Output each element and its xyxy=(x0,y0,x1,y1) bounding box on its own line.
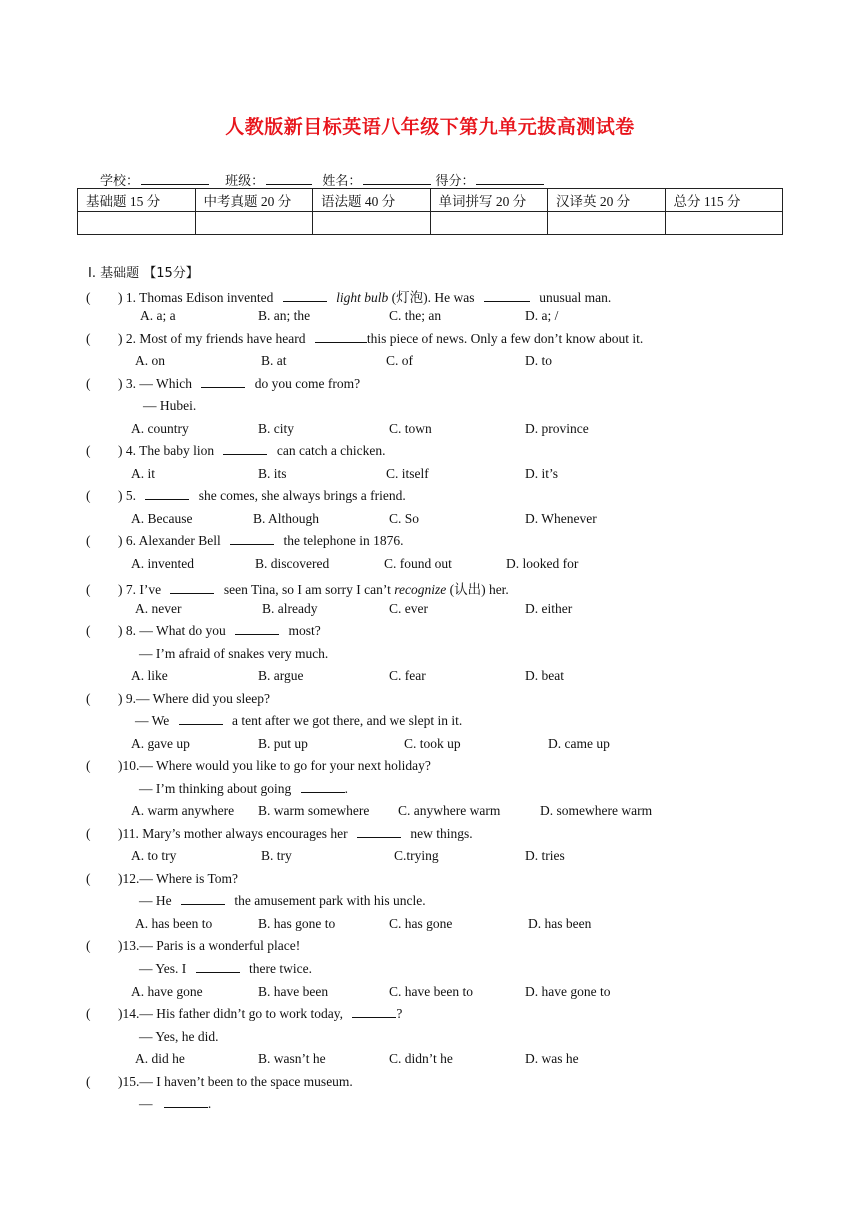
reply-text: . xyxy=(207,1096,212,1111)
dialogue-reply xyxy=(139,893,426,909)
option-a[interactable]: A. to try xyxy=(131,848,177,863)
option-a[interactable]: A. invented xyxy=(131,556,194,571)
option-a[interactable]: A. on xyxy=(135,353,165,368)
reply-text: — We xyxy=(135,713,170,728)
option-a[interactable]: A. it xyxy=(131,466,156,481)
question-12 xyxy=(86,871,238,887)
option-c[interactable]: C. didn’t he xyxy=(389,1051,453,1066)
dialogue-reply xyxy=(135,713,462,729)
option-a[interactable]: A. have gone xyxy=(131,984,203,999)
option-a[interactable]: A. country xyxy=(131,421,189,436)
question-stem: )15.— I haven’t been to the space museum. xyxy=(118,1074,353,1089)
option-b[interactable]: B. at xyxy=(261,353,287,368)
question-text: new things. xyxy=(410,826,473,841)
option-a[interactable]: A. never xyxy=(135,601,182,616)
answer-blank[interactable] xyxy=(301,781,345,793)
option-c[interactable]: C.trying xyxy=(394,848,439,863)
dialogue-reply xyxy=(139,961,312,977)
answer-blank[interactable] xyxy=(223,443,267,455)
question-stem: ) 2. Most of my friends have heard xyxy=(118,331,306,346)
option-c[interactable]: C. town xyxy=(389,421,432,436)
class-blank[interactable] xyxy=(266,172,312,185)
answer-paren[interactable]: ( xyxy=(86,376,91,391)
option-b[interactable]: B. has gone to xyxy=(258,916,336,931)
question-text: seen Tina, so I am sorry I can’t xyxy=(223,582,391,597)
score-cell: 语法题 40 分 xyxy=(313,189,431,212)
question-stem: ) 8. — What do you xyxy=(118,623,226,638)
question-text: ? xyxy=(396,1006,403,1021)
question-stem: ) 5. xyxy=(118,488,136,503)
answer-paren[interactable]: ( xyxy=(86,533,91,548)
answer-blank[interactable] xyxy=(181,893,225,905)
answer-blank[interactable] xyxy=(235,623,279,635)
answer-blank[interactable] xyxy=(170,582,214,594)
question-9 xyxy=(86,691,270,707)
reply-text: the amusement park with his uncle. xyxy=(234,893,426,908)
option-d[interactable]: D. to xyxy=(525,353,552,368)
dialogue-reply: — Hubei. xyxy=(143,398,197,413)
question-text: (认出) her. xyxy=(449,582,509,597)
question-13 xyxy=(86,938,300,954)
name-blank[interactable] xyxy=(363,172,431,185)
question-stem: )13.— Paris is a wonderful place! xyxy=(118,938,301,953)
option-c[interactable]: C. anywhere warm xyxy=(398,803,501,818)
question-stem: ) 7. I’ve xyxy=(118,582,162,597)
reply-text: — I’m thinking about going xyxy=(139,781,292,796)
option-c[interactable]: C. itself xyxy=(386,466,429,481)
question-6 xyxy=(86,533,403,549)
reply-text: — He xyxy=(139,893,172,908)
option-d[interactable]: D. beat xyxy=(525,668,564,683)
option-b[interactable]: B. city xyxy=(258,421,294,436)
option-b[interactable]: B. argue xyxy=(258,668,304,683)
answer-blank[interactable] xyxy=(201,376,245,388)
school-blank[interactable] xyxy=(141,172,209,185)
answer-paren[interactable]: ( xyxy=(86,826,91,841)
score-entry-cell[interactable] xyxy=(430,212,548,235)
answer-paren[interactable]: ( xyxy=(86,623,91,638)
question-stem: ) 9.— Where did you sleep? xyxy=(118,691,270,706)
score-table-header xyxy=(78,189,783,212)
option-b[interactable]: B. warm somewhere xyxy=(258,803,370,818)
score-blank[interactable] xyxy=(476,172,544,185)
italic-term: recognize xyxy=(394,582,447,597)
answer-paren[interactable]: ( xyxy=(86,758,91,773)
option-d[interactable]: D. somewhere warm xyxy=(540,803,653,818)
option-b[interactable]: B. its xyxy=(258,466,287,481)
score-cell: 总分 115 分 xyxy=(665,189,783,212)
score-cell: 基础题 15 分 xyxy=(78,189,196,212)
question-2 xyxy=(86,331,643,347)
dialogue-reply: — Yes, he did. xyxy=(139,1029,219,1044)
answer-paren[interactable]: ( xyxy=(86,582,91,597)
option-d[interactable]: D. province xyxy=(525,421,589,436)
answer-paren[interactable]: ( xyxy=(86,871,91,886)
question-5 xyxy=(86,488,406,504)
reply-text: a tent after we got there, and we slept in it. xyxy=(232,713,463,728)
option-b[interactable]: B. already xyxy=(262,601,318,616)
option-d[interactable]: D. Whenever xyxy=(525,511,597,526)
option-d[interactable]: D. either xyxy=(525,601,573,616)
dialogue-reply xyxy=(139,781,348,797)
question-text: unusual man. xyxy=(539,290,612,305)
score-entry-cell[interactable] xyxy=(313,212,431,235)
name-label: 姓名： xyxy=(322,174,362,189)
question-14 xyxy=(86,1006,402,1022)
answer-paren[interactable]: ( xyxy=(86,1006,91,1021)
score-entry-cell[interactable] xyxy=(665,212,783,235)
option-b[interactable]: B. Although xyxy=(253,511,320,526)
question-stem: ) 4. The baby lion xyxy=(118,443,215,458)
option-c[interactable]: C. So xyxy=(389,511,420,526)
answer-blank[interactable] xyxy=(164,1096,208,1108)
answer-paren[interactable]: ( xyxy=(86,290,91,305)
reply-text: there twice. xyxy=(249,961,312,976)
option-a[interactable]: A. a; a xyxy=(140,308,176,323)
answer-blank[interactable] xyxy=(145,488,189,500)
school-label: 学校： xyxy=(100,174,140,189)
score-table xyxy=(77,188,783,235)
answer-paren[interactable]: ( xyxy=(86,331,91,346)
option-a[interactable]: A. has been to xyxy=(135,916,213,931)
question-text: she comes, she always brings a friend. xyxy=(198,488,406,503)
question-text: most? xyxy=(288,623,321,638)
question-11 xyxy=(86,826,473,842)
option-d[interactable]: D. tries xyxy=(525,848,565,863)
score-label: 得分： xyxy=(435,174,475,189)
answer-paren[interactable]: ( xyxy=(86,488,91,503)
question-stem: )11. Mary’s mother always encourages her xyxy=(118,826,348,841)
option-b[interactable]: B. have been xyxy=(258,984,329,999)
answer-paren[interactable]: ( xyxy=(86,1074,91,1089)
score-entry-cell[interactable] xyxy=(78,212,196,235)
dialogue-reply: — I’m afraid of snakes very much. xyxy=(139,646,329,661)
option-d[interactable]: D. have gone to xyxy=(525,984,611,999)
option-b[interactable]: B. an; the xyxy=(258,308,311,323)
question-stem: )14.— His father didn’t go to work today, xyxy=(118,1006,343,1021)
question-10 xyxy=(86,758,431,774)
reply-text: . xyxy=(344,781,348,796)
italic-term: light bulb xyxy=(336,290,389,305)
option-b[interactable]: B. discovered xyxy=(255,556,330,571)
question-text: can catch a chicken. xyxy=(276,443,386,458)
reply-text: — Yes. I xyxy=(139,961,187,976)
question-8 xyxy=(86,623,321,639)
option-d[interactable]: D. has been xyxy=(528,916,592,931)
score-table-entry-row xyxy=(78,212,783,235)
question-stem: )10.— Where would you like to go for your next holiday? xyxy=(118,758,431,773)
class-label: 班级： xyxy=(225,174,265,189)
option-b[interactable]: B. put up xyxy=(258,736,308,751)
question-stem: ) 3. — Which xyxy=(118,376,192,391)
option-d[interactable]: D. was he xyxy=(525,1051,579,1066)
option-d[interactable]: D. looked for xyxy=(506,556,579,571)
option-d[interactable]: D. it’s xyxy=(525,466,559,481)
answer-blank[interactable] xyxy=(179,713,223,725)
option-d[interactable]: D. a; / xyxy=(525,308,559,323)
option-a[interactable]: A. Because xyxy=(131,511,193,526)
question-4 xyxy=(86,443,386,459)
option-a[interactable]: A. gave up xyxy=(131,736,190,751)
page-title: 人教版新目标英语八年级下第九单元拔高测试卷 xyxy=(225,116,635,138)
option-c[interactable]: C. found out xyxy=(384,556,452,571)
option-c[interactable]: C. ever xyxy=(389,601,428,616)
answer-paren[interactable]: ( xyxy=(86,938,91,953)
option-c[interactable]: C. have been to xyxy=(389,984,473,999)
answer-blank[interactable] xyxy=(352,1006,396,1018)
answer-paren[interactable]: ( xyxy=(86,691,91,706)
question-15 xyxy=(86,1074,353,1090)
reply-text: — xyxy=(139,1096,153,1111)
option-a[interactable]: A. did he xyxy=(135,1051,185,1066)
answer-blank[interactable] xyxy=(230,533,274,545)
answer-blank[interactable] xyxy=(315,331,367,343)
question-7 xyxy=(86,578,509,598)
section-heading: Ⅰ. 基础题 【15分】 xyxy=(88,266,199,281)
option-b[interactable]: B. try xyxy=(261,848,292,863)
question-text: do you come from? xyxy=(254,376,361,391)
dialogue-reply xyxy=(139,1096,211,1112)
score-cell: 单词拼写 20 分 xyxy=(430,189,548,212)
question-text: this piece of news. Only a few don’t know about it. xyxy=(366,331,644,346)
answer-blank[interactable] xyxy=(357,826,401,838)
answer-blank[interactable] xyxy=(484,290,530,302)
question-text: (灯泡). He was xyxy=(391,290,475,305)
question-stem: )12.— Where is Tom? xyxy=(118,871,239,886)
question-3 xyxy=(86,376,360,392)
option-c[interactable]: C. has gone xyxy=(389,916,453,931)
score-cell: 中考真题 20 分 xyxy=(195,189,313,212)
option-c[interactable]: C. the; an xyxy=(389,308,442,323)
answer-blank[interactable] xyxy=(283,290,327,302)
student-info-line xyxy=(100,170,550,189)
score-cell: 汉译英 20 分 xyxy=(548,189,666,212)
answer-blank[interactable] xyxy=(196,961,240,973)
option-c[interactable]: C. took up xyxy=(404,736,461,751)
score-entry-cell[interactable] xyxy=(548,212,666,235)
question-1 xyxy=(86,286,611,306)
question-text: the telephone in 1876. xyxy=(283,533,404,548)
option-d[interactable]: D. came up xyxy=(548,736,610,751)
option-a[interactable]: A. warm anywhere xyxy=(131,803,235,818)
score-entry-cell[interactable] xyxy=(195,212,313,235)
answer-paren[interactable]: ( xyxy=(86,443,91,458)
question-stem: ) 1. Thomas Edison invented xyxy=(118,290,274,305)
option-c[interactable]: C. fear xyxy=(389,668,426,683)
question-stem: ) 6. Alexander Bell xyxy=(118,533,221,548)
option-c[interactable]: C. of xyxy=(386,353,413,368)
option-a[interactable]: A. like xyxy=(131,668,168,683)
option-b[interactable]: B. wasn’t he xyxy=(258,1051,326,1066)
